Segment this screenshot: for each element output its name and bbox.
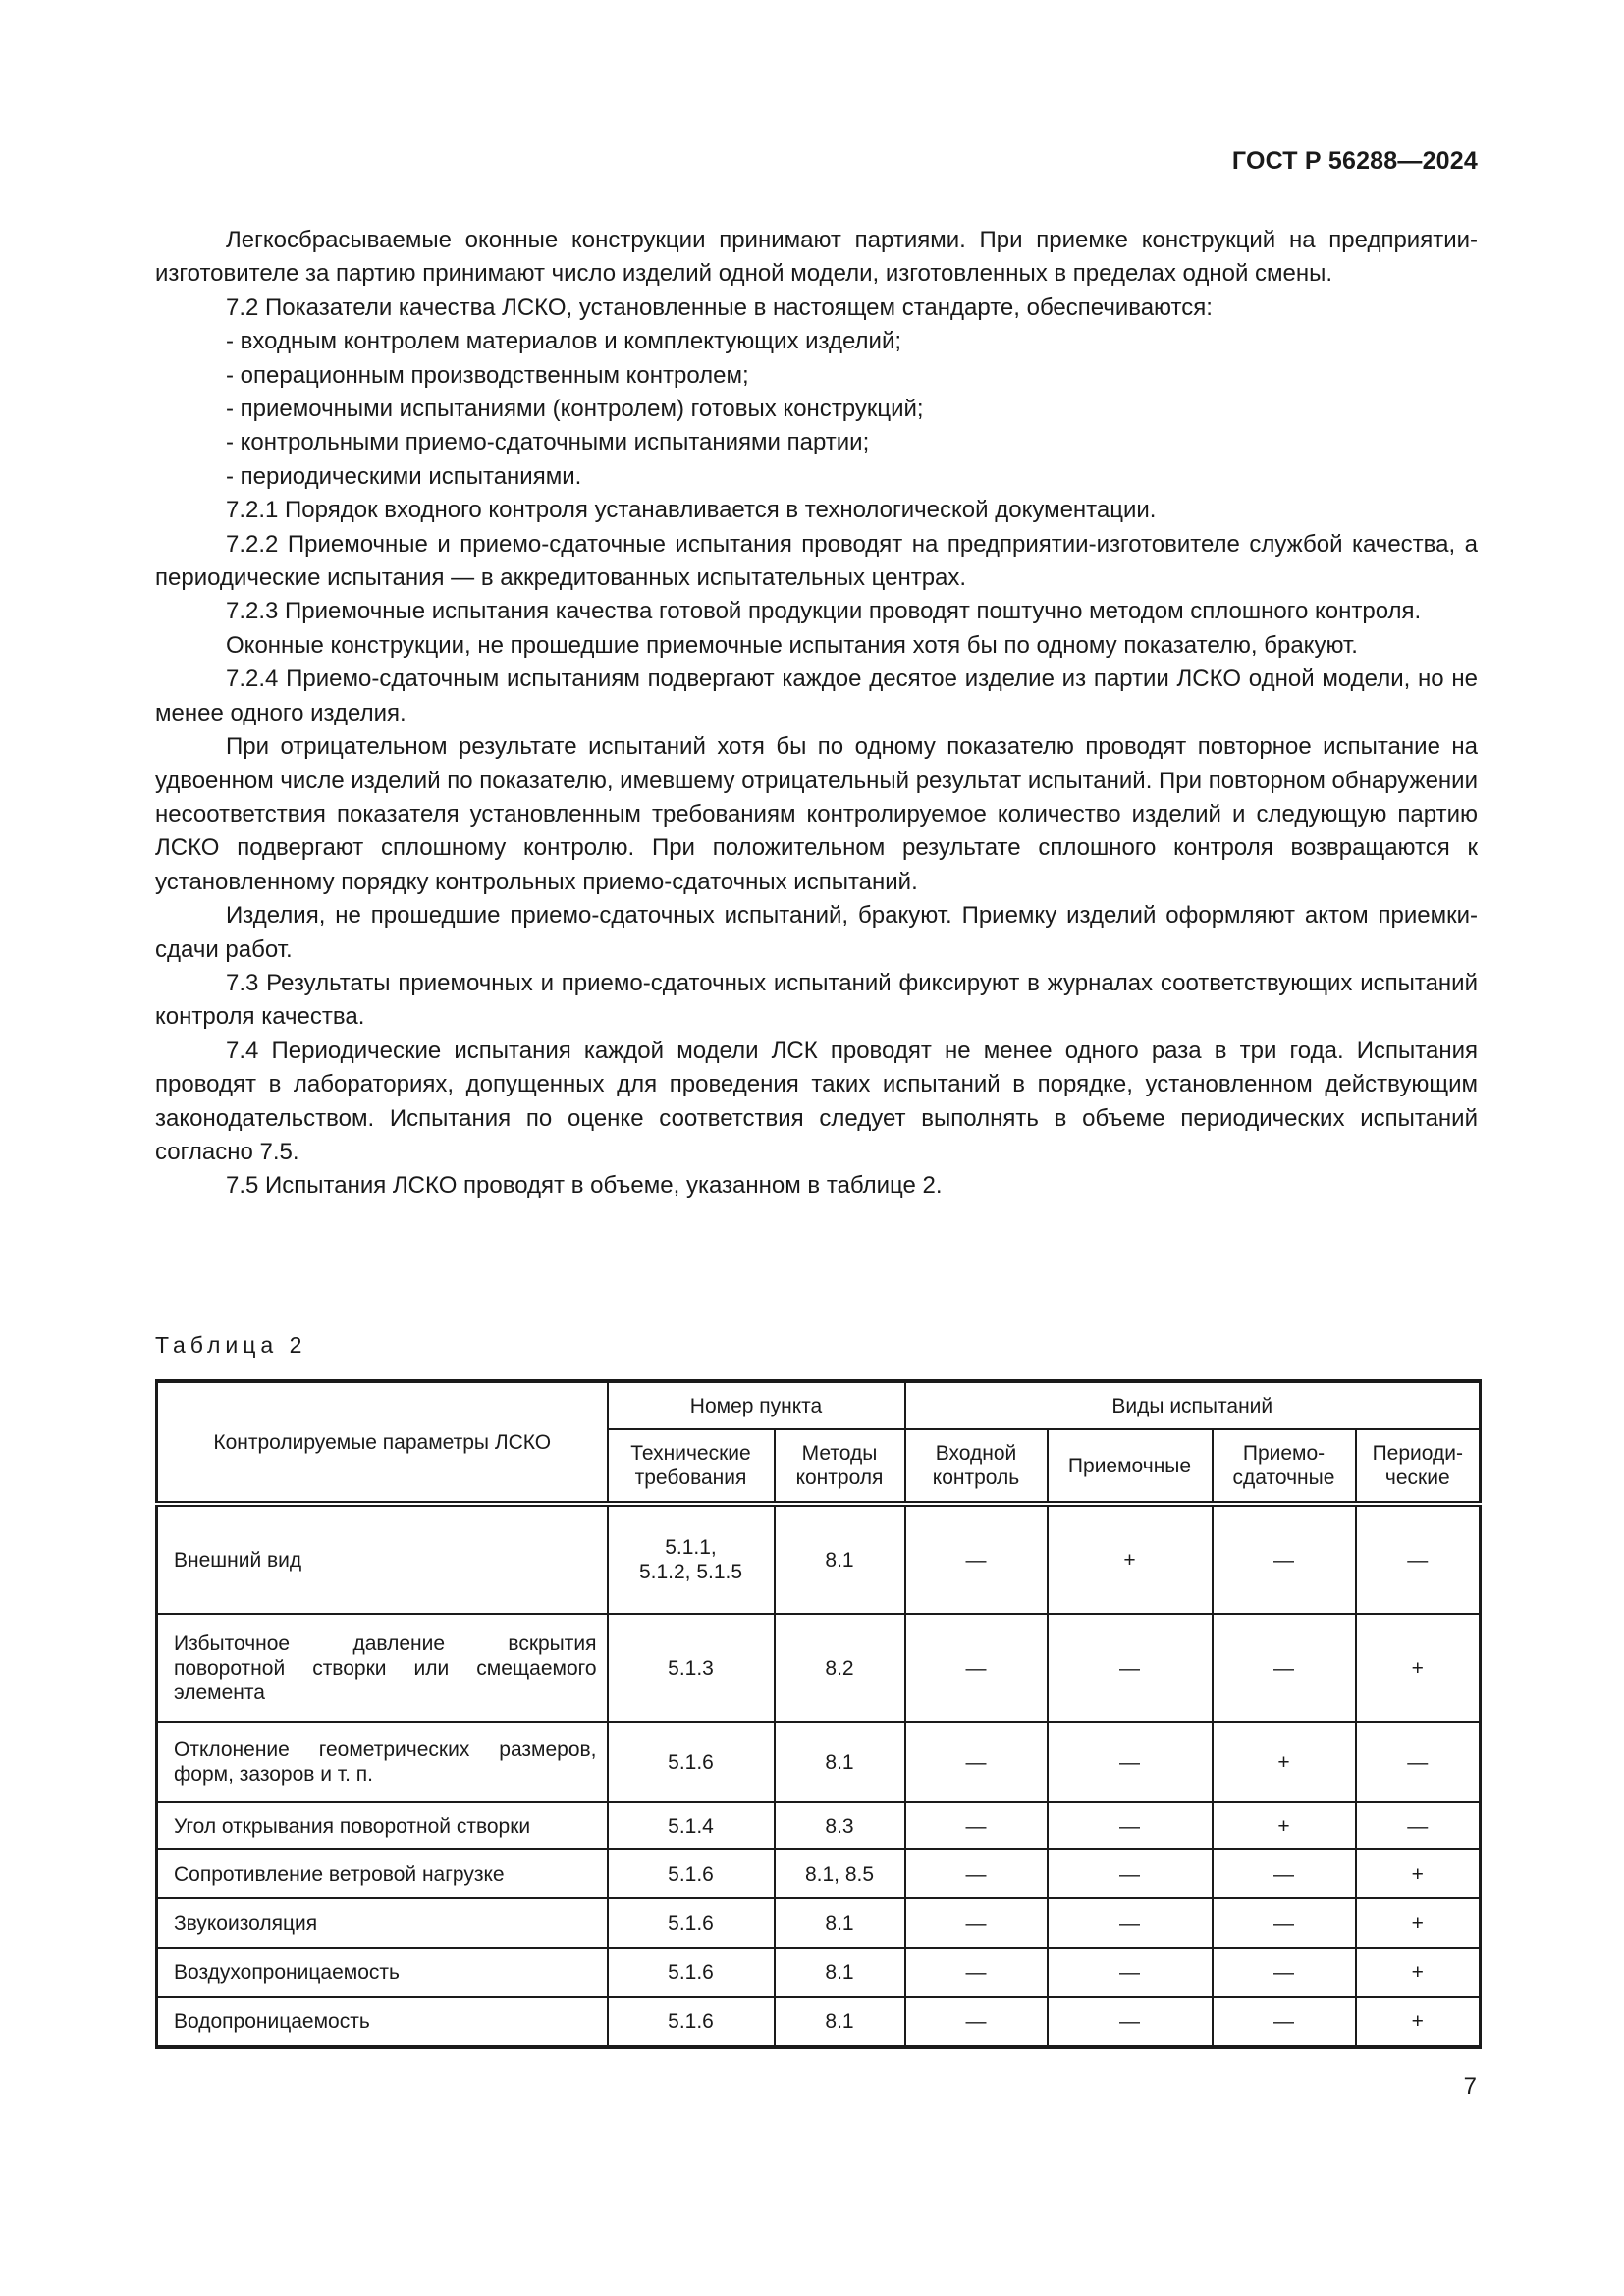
handover-cell: —: [1213, 1898, 1356, 1948]
periodic-cell: —: [1356, 1722, 1481, 1802]
incoming-cell: —: [905, 1997, 1048, 2047]
paragraph-7-2-1: 7.2.1 Порядок входного контроля устанавливается в технологической документации.: [226, 497, 1157, 524]
acceptance-cell: —: [1048, 1948, 1213, 1997]
tech-cell: 5.1.6: [608, 1722, 775, 1802]
header-test-types: Виды испытаний: [905, 1381, 1481, 1429]
table-row: [157, 1722, 1481, 1802]
param-cell: Водопроницаемость: [157, 1997, 608, 2047]
acceptance-cell: —: [1048, 1722, 1213, 1802]
methods-cell: 8.2: [775, 1614, 905, 1722]
header-handover: Приемо-сдаточные: [1213, 1429, 1356, 1504]
incoming-cell: —: [905, 1614, 1048, 1722]
methods-cell: 8.1: [775, 1722, 905, 1802]
periodic-cell: —: [1356, 1504, 1481, 1614]
page-number: 7: [1463, 2073, 1477, 2100]
periodic-cell: —: [1356, 1802, 1481, 1849]
paragraph-7-4: 7.4 Периодические испытания каждой модели ЛСК проводят не менее одного раза в три года. Испытания проводят в лабораториях, допущенных для проведения таких испытаний в порядке, установленном действующим законодательством. Испытания по оценке соответствия следует выполнять в объеме периодических испытаний согласно 7.5.: [155, 1037, 1478, 1165]
periodic-cell: +: [1356, 1948, 1481, 1997]
acceptance-cell: +: [1048, 1504, 1213, 1614]
periodic-cell: +: [1356, 1997, 1481, 2047]
periodic-cell: +: [1356, 1898, 1481, 1948]
table-row: [157, 1997, 1481, 2047]
paragraph: При отрицательном результате испытаний хотя бы по одному показателю проводят повторное испытание на удвоенном числе изделий по показателю, имевшему отрицательный результат испытаний. При повторном обнаружении несоответствия показателя установленным требованиям контролируемое количество изделий и следующую партию ЛСКО подвергают сплошному контролю. При положительном результате сплошного контроля возвращаются к установленному порядку контрольных приемо-сдаточных испытаний.: [155, 733, 1478, 895]
incoming-cell: —: [905, 1504, 1048, 1614]
header-tech-requirements: Технические требования: [608, 1429, 775, 1504]
acceptance-cell: —: [1048, 1997, 1213, 2047]
methods-cell: 8.1: [775, 1898, 905, 1948]
paragraph: Легкосбрасываемые оконные конструкции принимают партиями. При приемке конструкций на предприятии-изготовителе за партию принимают число изделий одной модели, изготовленных в пределах одной смены.: [155, 227, 1478, 288]
param-cell: Воздухопроницаемость: [157, 1948, 608, 1997]
list-item: - операционным производственным контролем;: [226, 361, 749, 389]
table-caption: Таблица 2: [155, 1332, 307, 1358]
acceptance-cell: —: [1048, 1898, 1213, 1948]
methods-cell: 8.3: [775, 1802, 905, 1849]
paragraph-7-2: 7.2 Показатели качества ЛСКО, установленные в настоящем стандарте, обеспечиваются:: [226, 294, 1213, 321]
handover-cell: +: [1213, 1722, 1356, 1802]
handover-cell: —: [1213, 1948, 1356, 1997]
incoming-cell: —: [905, 1802, 1048, 1849]
param-cell: Угол открывания поворотной створки: [157, 1802, 608, 1849]
tech-cell: 5.1.6: [608, 1997, 775, 2047]
param-cell: Внешний вид: [157, 1504, 608, 1614]
paragraph-7-5: 7.5 Испытания ЛСКО проводят в объеме, указанном в таблице 2.: [226, 1172, 943, 1200]
incoming-cell: —: [905, 1849, 1048, 1898]
handover-cell: —: [1213, 1997, 1356, 2047]
header-acceptance: Приемочные: [1048, 1429, 1213, 1504]
paragraph-7-3: 7.3 Результаты приемочных и приемо-сдаточных испытаний фиксируют в журналах соответствующих испытаний контроля качества.: [155, 969, 1478, 1031]
methods-cell: 8.1, 8.5: [775, 1849, 905, 1898]
incoming-cell: —: [905, 1722, 1048, 1802]
paragraph: Оконные конструкции, не прошедшие приемочные испытания хотя бы по одному показателю, бракуют.: [226, 631, 1358, 659]
handover-cell: —: [1213, 1504, 1356, 1614]
body-text: [155, 224, 1478, 1203]
acceptance-cell: —: [1048, 1614, 1213, 1722]
header-control-methods: Методы контроля: [775, 1429, 905, 1504]
table-row: [157, 1849, 1481, 1898]
tech-cell: 5.1.6: [608, 1898, 775, 1948]
list-item: - приемочными испытаниями (контролем) готовых конструкций;: [226, 396, 924, 423]
header-incoming-control: Входной контроль: [905, 1429, 1048, 1504]
periodic-cell: +: [1356, 1849, 1481, 1898]
document-id-header: ГОСТ Р 56288—2024: [1231, 147, 1478, 175]
paragraph-7-2-4: 7.2.4 Приемо-сдаточным испытаниям подвергают каждое десятое изделие из партии ЛСКО одной модели, но не менее одного изделия.: [155, 666, 1478, 726]
paragraph-7-2-2: 7.2.2 Приемочные и приемо-сдаточные испытания проводят на предприятии-изготовителе службой качества, а периодические испытания — в аккредитованных испытательных центрах.: [155, 530, 1478, 592]
incoming-cell: —: [905, 1948, 1048, 1997]
header-clause-number: Номер пункта: [608, 1381, 905, 1429]
handover-cell: —: [1213, 1614, 1356, 1722]
paragraph-7-2-3: 7.2.3 Приемочные испытания качества готовой продукции проводят поштучно методом сплошного контроля.: [226, 598, 1422, 625]
list-item: - периодическими испытаниями.: [226, 462, 582, 490]
list-item: - контрольными приемо-сдаточными испытаниями партии;: [226, 429, 870, 456]
param-cell: Отклонение геометрических размеров, форм, зазоров и т. п.: [157, 1722, 608, 1802]
table-row: [157, 1614, 1481, 1722]
tech-cell: 5.1.6: [608, 1849, 775, 1898]
table-row: [157, 1504, 1481, 1614]
incoming-cell: —: [905, 1898, 1048, 1948]
periodic-cell: +: [1356, 1614, 1481, 1722]
tech-cell: 5.1.3: [608, 1614, 775, 1722]
table-row: [157, 1948, 1481, 1997]
acceptance-cell: —: [1048, 1802, 1213, 1849]
tech-cell: 5.1.4: [608, 1802, 775, 1849]
handover-cell: —: [1213, 1849, 1356, 1898]
acceptance-cell: —: [1048, 1849, 1213, 1898]
table-row: [157, 1898, 1481, 1948]
param-cell: Избыточное давление вскрытия поворотной створки или смещаемого элемента: [157, 1614, 608, 1722]
methods-cell: 8.1: [775, 1997, 905, 2047]
methods-cell: 8.1: [775, 1504, 905, 1614]
tech-cell: 5.1.6: [608, 1948, 775, 1997]
list-item: - входным контролем материалов и комплектующих изделий;: [226, 328, 902, 355]
methods-cell: 8.1: [775, 1948, 905, 1997]
param-cell: Сопротивление ветровой нагрузке: [157, 1849, 608, 1898]
tests-table: [155, 1379, 1482, 2049]
handover-cell: +: [1213, 1802, 1356, 1849]
header-periodic: Периоди-ческие: [1356, 1429, 1481, 1504]
param-cell: Звукоизоляция: [157, 1898, 608, 1948]
table-row: [157, 1802, 1481, 1849]
header-param: Контролируемые параметры ЛСКО: [157, 1381, 608, 1504]
tech-cell: 5.1.1, 5.1.2, 5.1.5: [608, 1504, 775, 1614]
paragraph: Изделия, не прошедшие приемо-сдаточных испытаний, бракуют. Приемку изделий оформляют актом приемки-сдачи работ.: [155, 902, 1478, 963]
